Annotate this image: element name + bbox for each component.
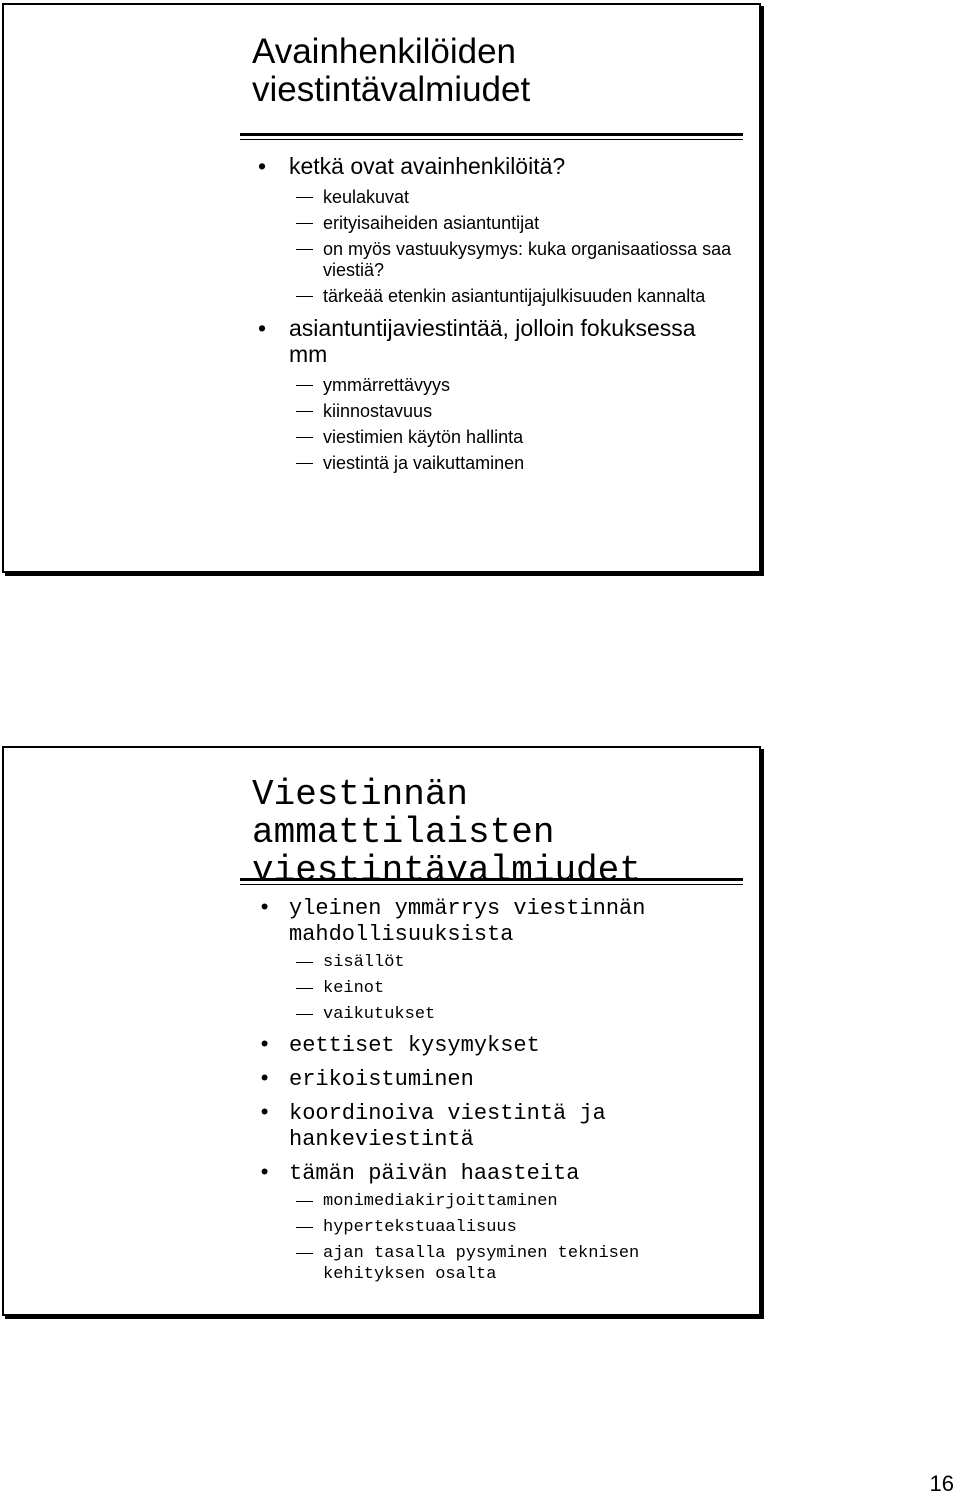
sub-item-text: kiinnostavuus: [323, 401, 433, 421]
bullet-text: yleinen ymmärrys viestinnän mahdollisuuksista: [289, 896, 646, 947]
bullet-item: [254, 1067, 734, 1093]
sub-item-text: viestintä ja vaikuttaminen: [323, 453, 525, 473]
bullet-item: [254, 1161, 734, 1187]
sub-item: [254, 453, 734, 474]
dash-icon: [296, 437, 313, 438]
bullet-text: eettiset kysymykset: [289, 1033, 540, 1058]
sub-item: [254, 286, 734, 307]
sub-item-text: ajan tasalla pysyminen teknisen kehityksen osalta: [323, 1244, 640, 1284]
page-number: 16: [929, 1471, 954, 1496]
sub-item: [254, 1243, 734, 1285]
bullet-text: ketkä ovat avainhenkilöitä?: [289, 153, 566, 179]
sub-item: [254, 213, 734, 234]
title-divider: [240, 878, 743, 885]
bullet-icon: •: [258, 1067, 272, 1092]
sub-item: [254, 375, 734, 396]
sub-item-text: ymmärrettävyys: [323, 375, 451, 395]
bullet-icon: •: [258, 315, 267, 341]
dash-icon: [296, 411, 313, 412]
sub-item: [254, 952, 734, 973]
bullet-text: koordinoiva viestintä ja hankeviestintä: [289, 1101, 606, 1152]
sub-item-text: erityisaiheiden asiantuntijat: [323, 213, 540, 233]
slide-1-title: Avainhenkilöiden viestintävalmiudet: [252, 32, 531, 109]
sub-item-text: on myös vastuukysymys: kuka organisaatiossa saa viestiä?: [323, 239, 732, 280]
bullet-item: [254, 1033, 734, 1059]
dash-icon: [296, 197, 313, 198]
dash-icon: [296, 1014, 313, 1015]
dash-icon: [296, 1253, 313, 1254]
dash-icon: [296, 463, 313, 464]
dash-icon: [296, 223, 313, 224]
slide-2-content: [254, 896, 734, 1293]
sub-item-text: keinot: [323, 979, 385, 998]
sub-item-text: vaikutukset: [323, 1005, 436, 1024]
bullet-item: [254, 1101, 734, 1153]
bullet-icon: •: [258, 1101, 272, 1126]
sub-item: [254, 1217, 734, 1238]
sub-item: [254, 978, 734, 999]
dash-icon: [296, 1227, 313, 1228]
sub-item: [254, 427, 734, 448]
sub-item-text: viestimien käytön hallinta: [323, 427, 524, 447]
dash-icon: [296, 296, 313, 297]
bullet-icon: •: [258, 896, 272, 921]
sub-item-text: sisällöt: [323, 953, 405, 972]
bullet-item: [254, 315, 734, 367]
sub-item: [254, 239, 734, 281]
bullet-text: erikoistuminen: [289, 1067, 474, 1092]
dash-icon: [296, 385, 313, 386]
sub-item-text: hypertekstuaalisuus: [323, 1218, 517, 1237]
sub-item: [254, 1191, 734, 1212]
dash-icon: [296, 962, 313, 963]
sub-item: [254, 1004, 734, 1025]
slide-2: [2, 746, 761, 1316]
bullet-item: [254, 896, 734, 948]
bullet-text: asiantuntijaviestintää, jolloin fokuksessa mm: [289, 315, 696, 367]
title-divider: [240, 133, 743, 140]
sub-item-text: tärkeää etenkin asiantuntijajulkisuuden kannalta: [323, 286, 706, 306]
bullet-icon: •: [258, 1161, 272, 1186]
sub-item-text: keulakuvat: [323, 187, 410, 207]
bullet-text: tämän päivän haasteita: [289, 1161, 580, 1186]
bullet-icon: •: [258, 153, 267, 179]
slide-2-title: Viestinnän ammattilaisten viestintävalmiudet: [252, 774, 641, 891]
dash-icon: [296, 988, 313, 989]
sub-item: [254, 187, 734, 208]
bullet-item: [254, 153, 734, 179]
dash-icon: [296, 1201, 313, 1202]
sub-item-text: monimediakirjoittaminen: [323, 1192, 558, 1211]
bullet-icon: •: [258, 1033, 272, 1058]
sub-item: [254, 401, 734, 422]
dash-icon: [296, 249, 313, 250]
slide-1-content: [254, 153, 734, 482]
slide-1: [2, 3, 761, 573]
